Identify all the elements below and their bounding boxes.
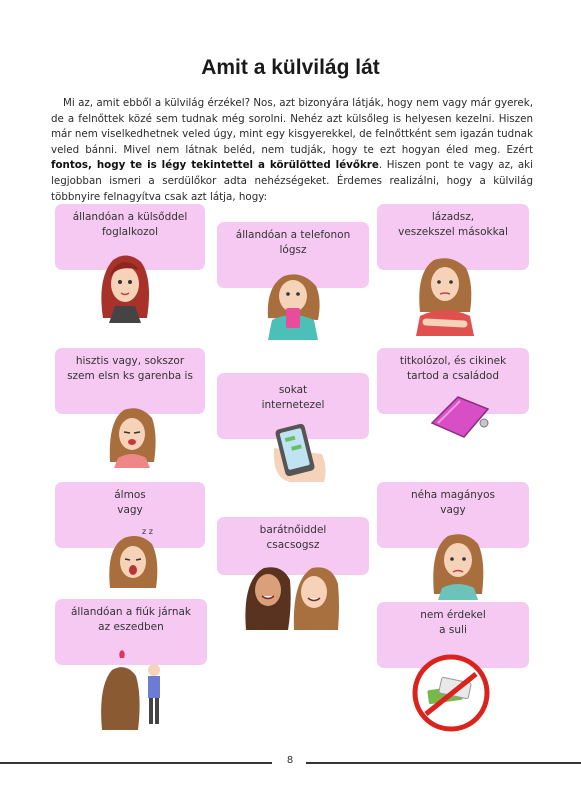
card-line-1: álmos (114, 489, 146, 501)
card-line-2: veszekszel másokkal (398, 226, 508, 238)
card-line-1: lázadsz, (431, 211, 475, 223)
card-line-2: foglalkozol (101, 226, 159, 238)
card-line-1: hisztis vagy, sokszor (75, 355, 185, 367)
intro-bold-text: fontos, hogy te is légy tekintettel a körülötted lévőkre (51, 159, 379, 172)
card-line-1: néha magányos (410, 489, 496, 501)
girl-sad-icon (428, 524, 488, 600)
card-line-2: internetezel (261, 399, 325, 411)
card-line-1: állandóan a fiúk járnak (71, 606, 191, 618)
two-girls-laughing-icon (242, 560, 342, 632)
girl-red-hair-icon (95, 248, 155, 323)
card-line-2: lógsz (279, 244, 307, 256)
girl-crossed-arms-icon (412, 250, 478, 336)
card-line-1: állandóan a külsőddel (72, 211, 188, 223)
card-line-1: titkolózol, és cikinek (399, 355, 507, 367)
card-line-1: barátnőiddel (259, 524, 327, 536)
no-school-books-icon (410, 652, 492, 734)
card-line-2: tartod a családod (407, 370, 499, 382)
page-title: Amit a külvilág lát (201, 56, 380, 79)
svg-text:z z: z z (142, 527, 153, 536)
pink-diary-icon (428, 393, 494, 439)
card-line-2: vagy (117, 504, 143, 516)
hand-holding-phone-icon (266, 418, 334, 486)
footer-line-left (0, 762, 272, 764)
intro-text-1: Mi az, amit ebből a külvilág érzékel? Nos, azt bizonyára látják, hogy nem vagy már gyerek, de a felnőttek közé sem tudnak még sorolni. Nehéz azt külsőleg is helyesen kezelni. Hiszen már nem viselkedhetnek veled úgy, mint egy kisgyerekkel, de felnőttként sem igazán tudnak veled bánni. Mivel nem látnak beléd, nem tudják, hogy te ezt hogyan éled meg. Ezért (51, 97, 533, 156)
page-number: 8 (286, 755, 294, 766)
girl-crying-icon (106, 402, 158, 468)
footer-line-right (306, 762, 581, 764)
card-line-1: nem érdekel (420, 609, 486, 621)
girl-and-boy-icon (96, 646, 170, 730)
card-line-2: a suli (439, 624, 467, 636)
intro-paragraph (51, 96, 533, 205)
card-line-2: az eszedben (98, 621, 164, 633)
card-line-1: sokat (278, 384, 308, 396)
card-line-2: csacsogsz (266, 539, 320, 551)
card-line-2: szem elsn ks garenba is (67, 370, 193, 382)
card-line-2: vagy (440, 504, 466, 516)
girl-with-phone-icon (262, 268, 324, 340)
card-line-1: állandóan a telefonon (235, 229, 351, 241)
girl-yawning-icon (104, 522, 166, 594)
intro-text-2: . Hiszen pont te vagy az, aki legjobban ismeri a serdülőkor adta nehézségeket. Érdemes realizálni, hogy a külvilág többnyire felnagyítva csak azt látja, hogy: (51, 159, 533, 203)
